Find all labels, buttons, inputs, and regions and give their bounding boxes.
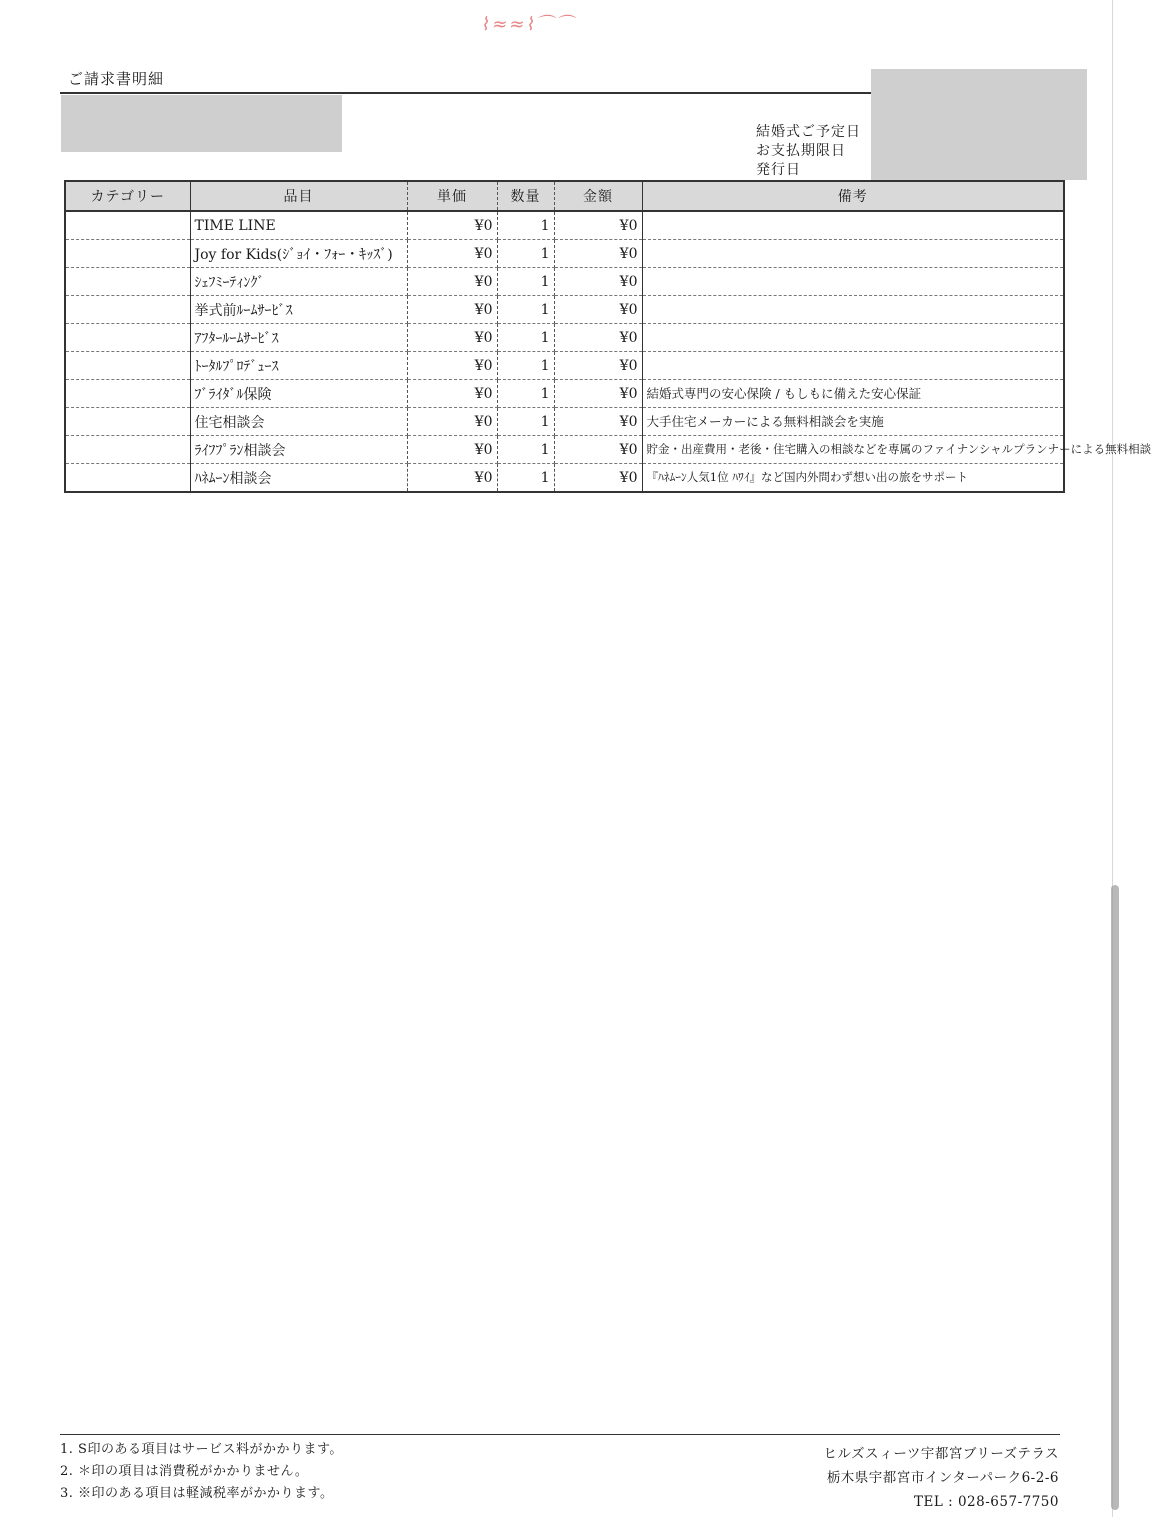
quantity-cell: 1 [497,268,554,296]
amount-cell: ¥0 [554,408,642,436]
header-item: 品目 [190,181,407,211]
item-cell: ﾌﾞﾗｲﾀﾞﾙ保険 [190,380,407,408]
header-notes: 備考 [642,181,1064,211]
notes-cell [642,324,1064,352]
category-cell [65,352,190,380]
faint-stamp-logo: ⌇≈≈⌇⌒⌒ [480,14,579,35]
amount-cell: ¥0 [554,240,642,268]
amount-cell: ¥0 [554,211,642,240]
amount-cell: ¥0 [554,464,642,493]
item-cell: ﾗｲﾌﾌﾟﾗﾝ相談会 [190,436,407,464]
redacted-recipient-block [61,95,342,152]
item-cell: ｼｪﾌﾐｰﾃｨﾝｸﾞ [190,268,407,296]
quantity-cell: 1 [497,240,554,268]
header-category: カテゴリー [65,181,190,211]
notes-cell [642,296,1064,324]
unit-price-cell: ¥0 [407,296,497,324]
quantity-cell: 1 [497,296,554,324]
amount-cell: ¥0 [554,324,642,352]
quantity-cell: 1 [497,211,554,240]
unit-price-cell: ¥0 [407,436,497,464]
header-quantity: 数量 [497,181,554,211]
notes-cell: 貯金・出産費用・老後・住宅購入の相談などを専属のファイナンシャルプランナーによる無料相談 [642,436,1064,464]
table-row [65,268,1064,296]
company-tel: TEL : 028-657-7750 [914,1494,1059,1510]
quantity-cell: 1 [497,408,554,436]
date-labels [756,123,861,180]
item-cell: 挙式前ﾙｰﾑｻｰﾋﾞｽ [190,296,407,324]
category-cell [65,296,190,324]
quantity-cell: 1 [497,464,554,493]
unit-price-cell: ¥0 [407,240,497,268]
item-cell: 住宅相談会 [190,408,407,436]
amount-cell: ¥0 [554,380,642,408]
footer-divider [60,1434,1060,1435]
notes-cell: 大手住宅メーカーによる無料相談会を実施 [642,408,1064,436]
unit-price-cell: ¥0 [407,380,497,408]
notes-cell [642,240,1064,268]
item-cell: ﾄｰﾀﾙﾌﾟﾛﾃﾞｭｰｽ [190,352,407,380]
redacted-dates-block [871,69,1087,180]
payment-due-label: お支払期限日 [756,143,846,159]
amount-cell: ¥0 [554,436,642,464]
category-cell [65,464,190,493]
notes-cell [642,352,1064,380]
company-address: 栃木県宇都宮市インターパーク6-2-6 [826,1470,1059,1486]
table-row [65,211,1064,240]
vertical-scrollbar[interactable] [1111,885,1119,1510]
quantity-cell: 1 [497,352,554,380]
table-header-row [65,181,1064,211]
notes-cell [642,211,1064,240]
category-cell [65,324,190,352]
category-cell [65,240,190,268]
notes-cell: 結婚式専門の安心保険 / もしもに備えた安心保証 [642,380,1064,408]
notes-cell: 『ﾊﾈﾑｰﾝ人気1位 ﾊﾜｲ』など国内外問わず想い出の旅をサポート [646,470,968,484]
table-row [65,436,1064,464]
category-cell [65,268,190,296]
amount-cell: ¥0 [554,296,642,324]
table-row [65,464,1064,493]
header-amount: 金額 [554,181,642,211]
item-cell: TIME LINE [190,211,407,240]
invoice-detail-table [64,180,1151,493]
item-cell: Joy for Kids(ｼﾞｮｲ・ﾌｫｰ・ｷｯｽﾞ) [190,240,407,268]
unit-price-cell: ¥0 [407,408,497,436]
footer-note-1: 1. S印のある項目はサービス料がかかります。 [60,1442,343,1457]
company-info [823,1442,1059,1514]
category-cell [65,380,190,408]
item-cell: ﾊﾈﾑｰﾝ相談会 [190,464,407,493]
document-title: ご請求書明細 [68,70,165,88]
quantity-cell: 1 [497,324,554,352]
footer-notes [60,1439,343,1505]
header-unit-price: 単価 [407,181,497,211]
company-name: ヒルズスィーツ宇都宮ブリーズテラス [823,1446,1059,1462]
unit-price-cell: ¥0 [407,464,497,493]
unit-price-cell: ¥0 [407,352,497,380]
table-row [65,352,1064,380]
amount-cell: ¥0 [554,352,642,380]
category-cell [65,408,190,436]
table-row [65,408,1064,436]
issue-date-label: 発行日 [756,162,801,178]
footer-note-2: 2. ＊印の項目は消費税がかかりません。 [60,1464,309,1479]
wedding-date-label: 結婚式ご予定日 [756,124,861,140]
table-row [65,296,1064,324]
header-divider [60,92,872,94]
quantity-cell: 1 [497,436,554,464]
unit-price-cell: ¥0 [407,268,497,296]
amount-cell: ¥0 [554,268,642,296]
table-row [65,240,1064,268]
unit-price-cell: ¥0 [407,324,497,352]
category-cell [65,211,190,240]
table-row [65,380,1064,408]
category-cell [65,436,190,464]
table-row [65,324,1064,352]
item-cell: ｱﾌﾀｰﾙｰﾑｻｰﾋﾞｽ [190,324,407,352]
notes-cell [642,268,1064,296]
unit-price-cell: ¥0 [407,211,497,240]
quantity-cell: 1 [497,380,554,408]
footer-note-3: 3. ※印のある項目は軽減税率がかかります。 [60,1486,334,1501]
